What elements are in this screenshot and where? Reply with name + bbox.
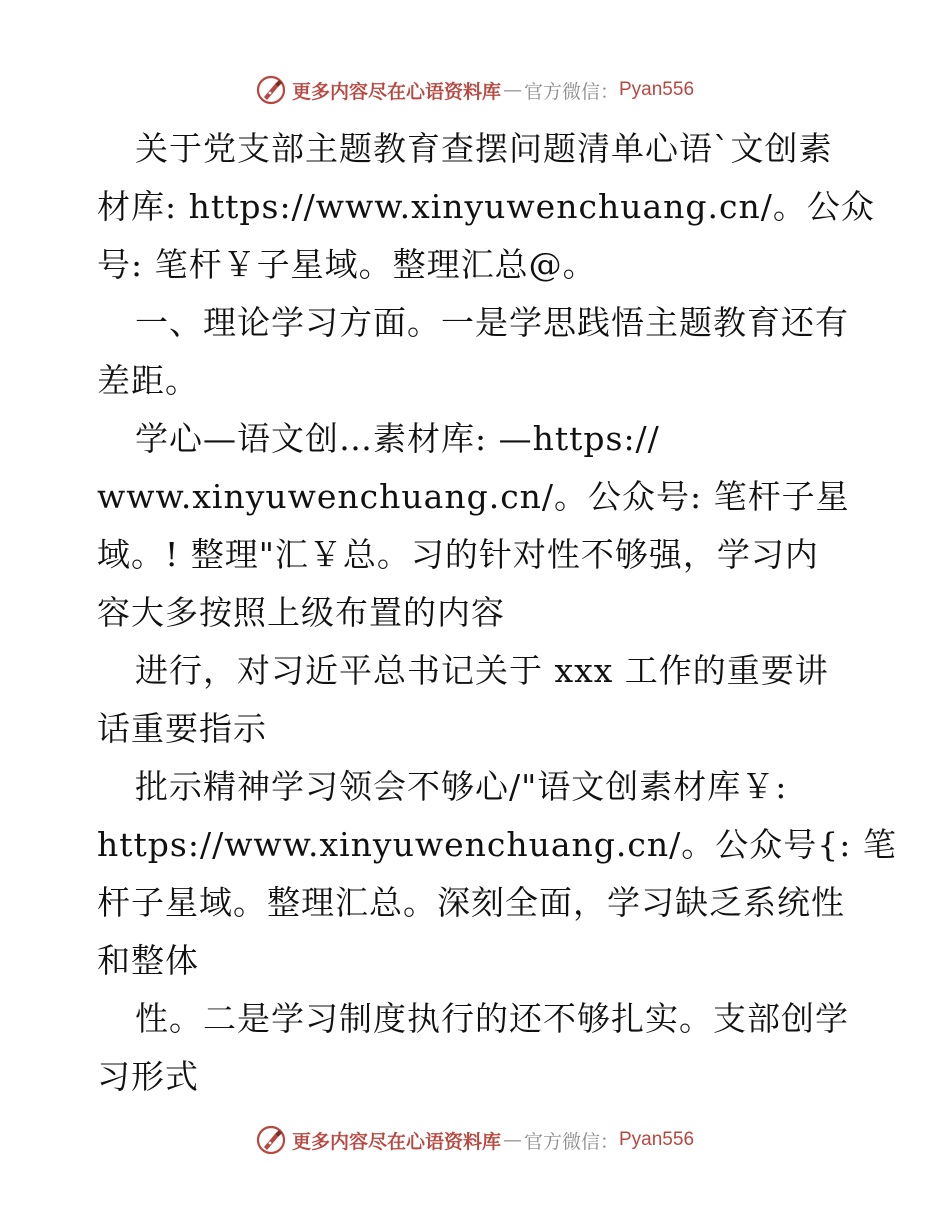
body-line: 学心—语文创…素材库: —https:// <box>135 419 660 458</box>
body-line: 一、理论学习方面。一是学思践悟主题教育还有 <box>135 303 849 342</box>
body-line: 关于党支部主题教育查摆问题清单心语`文创素 <box>135 129 833 168</box>
body-line: www.xinyuwenchuang.cn/。公众号: 笔杆子星 <box>97 477 850 516</box>
banner-brand-text: 更多内容尽在心语资料库 <box>291 1130 501 1153</box>
banner-separator: — <box>502 1129 522 1151</box>
body-line: 容大多按照上级布置的内容 <box>97 593 505 632</box>
body-line: 材库: https://www.xinyuwenchuang.cn/。公众 <box>97 187 875 226</box>
pen-nib-logo-icon <box>256 75 286 105</box>
banner-wechat-label: 官方微信： <box>523 1130 619 1153</box>
body-line: 进行，对习近平总书记关于 xxx 工作的重要讲 <box>135 651 829 690</box>
header-banner <box>0 70 950 110</box>
body-line: 话重要指示 <box>97 709 267 748</box>
body-line: 域。! 整理"汇￥总。习的针对性不够强，学习内 <box>97 535 819 574</box>
document-body <box>97 120 897 1106</box>
body-line: 性。二是学习制度执行的还不够扎实。支部创学 <box>135 999 849 1038</box>
body-line: 批示精神学习领会不够心/"语文创素材库￥: <box>135 767 788 806</box>
footer-banner <box>0 1120 950 1160</box>
banner-wechat-label: 官方微信： <box>523 80 619 103</box>
body-line: 和整体 <box>97 941 199 980</box>
body-line: https://www.xinyuwenchuang.cn/。公众号{: 笔 <box>97 825 897 864</box>
banner-wechat-id: Pyan556 <box>619 79 695 100</box>
body-line: 差距。 <box>97 361 199 400</box>
body-line: 号: 笔杆￥子星域。整理汇总@。 <box>97 245 597 284</box>
body-line: 习形式 <box>97 1057 199 1096</box>
banner-wechat-id: Pyan556 <box>619 1129 695 1150</box>
body-line: 杆子星域。整理汇总。深刻全面，学习缺乏系统性 <box>97 883 845 922</box>
banner-brand-text: 更多内容尽在心语资料库 <box>291 80 501 103</box>
banner-separator: — <box>502 79 522 101</box>
pen-nib-logo-icon <box>256 1125 286 1155</box>
